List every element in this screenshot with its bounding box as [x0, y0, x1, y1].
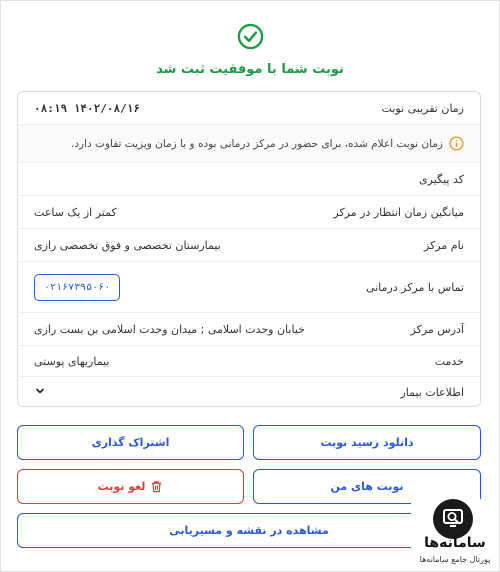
tracking-code-row [18, 163, 480, 196]
center-name-label: نام مرکز [424, 238, 464, 252]
cancel-appointment-button[interactable] [17, 469, 244, 504]
address-label: آدرس مرکز [410, 322, 464, 336]
service-row [18, 346, 480, 377]
share-button[interactable]: اشتراک گذاری [17, 425, 244, 460]
trash-icon [150, 480, 163, 493]
tracking-code-label: کد پیگیری [419, 172, 464, 186]
appointment-time-row [18, 92, 480, 125]
contact-label: تماس با مرکز درمانی [365, 280, 464, 294]
patient-info-label: اطلاعات بیمار [400, 385, 464, 399]
info-icon [449, 136, 464, 151]
chevron-down-icon[interactable] [34, 385, 46, 397]
call-center-button[interactable]: ۰۲۱۶۷۳۹۵۰۶۰ [34, 274, 120, 301]
download-receipt-button[interactable]: دانلود رسید نوبت [253, 425, 481, 460]
contact-row [18, 262, 480, 313]
logo-name: سامانه‌ها [424, 535, 486, 551]
logo-subtitle: پورتال جامع سامانه‌ها [419, 555, 491, 564]
logo-search-icon [433, 499, 473, 539]
address-row [18, 313, 480, 346]
success-message: نوبت شما با موفقیت ثبت شد [156, 62, 344, 77]
avg-wait-value: کمتر از یک ساعت [34, 205, 117, 219]
center-name-value: بیمارستان تخصصی و فوق تخصصی رازی [34, 238, 221, 252]
cancel-appointment-label: لغو نوبت [97, 480, 146, 493]
center-name-row [18, 229, 480, 262]
check-circle-icon [237, 23, 264, 50]
samaneha-logo [411, 499, 499, 571]
notice-row [18, 125, 480, 163]
avg-wait-row [18, 196, 480, 229]
appointment-time-value: ۱۴۰۲/۰۸/۱۶ ۰۸:۱۹ [34, 101, 140, 115]
service-label: خدمت [434, 354, 464, 368]
appointment-details-card [17, 91, 481, 407]
address-value: خیابان وحدت اسلامی ; میدان وحدت اسلامی بن بست رازی [34, 322, 305, 336]
patient-info-toggle[interactable] [18, 377, 480, 407]
notice-text: زمان نوبت اعلام شده، برای حضور در مرکز درمانی بوده و با زمان ویزیت تفاوت دارد. [71, 137, 443, 150]
avg-wait-label: میانگین زمان انتظار در مرکز [333, 205, 464, 219]
service-value: بیماریهای پوستی [34, 354, 110, 368]
my-appointments-button[interactable]: نوبت های من [253, 469, 481, 504]
appointment-time-label: زمان تقریبی نوبت [381, 101, 464, 115]
view-on-map-button[interactable]: مشاهده در نقشه و مسیریابی [17, 513, 481, 548]
success-banner [1, 23, 499, 77]
